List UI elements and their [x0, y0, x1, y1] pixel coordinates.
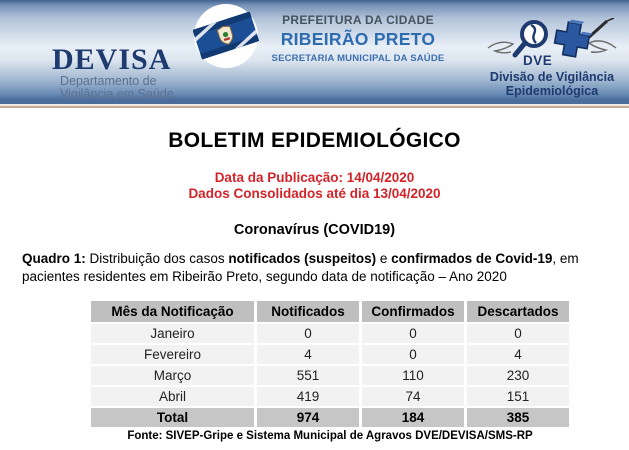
- devisa-subtitle-line2: Vigilância em Saúde: [60, 87, 174, 101]
- prefeitura-line1: PREFEITURA DA CIDADE: [282, 13, 434, 27]
- table-row: [91, 366, 569, 385]
- prefeitura-city-name: RIBEIRÃO PRETO: [280, 29, 436, 49]
- table-row: [91, 387, 569, 406]
- month-cell: Janeiro: [91, 324, 254, 343]
- value-cell: 385: [467, 408, 569, 427]
- column-header: Notificados: [257, 301, 359, 322]
- value-cell: 419: [257, 387, 359, 406]
- column-header: Descartados: [467, 301, 569, 322]
- column-header: Confirmados: [362, 301, 464, 322]
- value-cell: 184: [362, 408, 464, 427]
- month-cell: Abril: [91, 387, 254, 406]
- city-flag-icon: [193, 3, 259, 69]
- prefeitura-secretaria-line: SECRETARIA MUNICIPAL DA SAÚDE: [271, 53, 445, 64]
- value-cell: 0: [257, 324, 359, 343]
- value-cell: 4: [467, 345, 569, 364]
- devisa-wordmark: DEVISA: [52, 43, 172, 76]
- dve-acronym: DVE: [523, 53, 553, 68]
- publication-info: [0, 170, 629, 202]
- cases-table: [88, 299, 572, 429]
- table-row: [91, 345, 569, 364]
- table-row: [91, 324, 569, 343]
- header-band: [0, 0, 629, 104]
- table-header-row: [91, 301, 569, 322]
- value-cell: 0: [362, 324, 464, 343]
- value-cell: 110: [362, 366, 464, 385]
- quadro-caption: Quadro 1: Distribuição dos casos notificados (suspeitos) e confirmados de Covid-19, em pacientes residentes em Ribeirão Preto, segundo data de notificação – Ano 2020: [22, 251, 579, 284]
- dve-logo: [476, 18, 628, 98]
- quadro-table-block: [84, 299, 576, 442]
- value-cell: 151: [467, 387, 569, 406]
- dve-magnifier-cross-icon: [486, 18, 618, 68]
- bulletin-title: BOLETIM EPIDEMIOLÓGICO: [168, 129, 461, 152]
- dve-title-line2: Epidemiológica: [505, 83, 599, 98]
- value-cell: 230: [467, 366, 569, 385]
- devisa-subtitle-line1: Departamento de: [60, 74, 157, 88]
- total-row: [91, 408, 569, 427]
- subject-title: Coronavírus (COVID19): [233, 222, 396, 238]
- month-cell: Total: [91, 408, 254, 427]
- dve-title-line1: Divisão de Vigilância: [489, 70, 615, 84]
- value-cell: 4: [257, 345, 359, 364]
- consolidated-date-line: Dados Consolidados até dia 13/04/2020: [188, 186, 441, 201]
- value-cell: 551: [257, 366, 359, 385]
- table-body: [91, 324, 569, 427]
- prefeitura-text-block: [256, 13, 460, 64]
- quadro-label: Quadro 1:: [22, 251, 86, 266]
- month-cell: Março: [91, 366, 254, 385]
- header-divider-tan: [0, 106, 629, 108]
- value-cell: 974: [257, 408, 359, 427]
- value-cell: 0: [467, 324, 569, 343]
- value-cell: 74: [362, 387, 464, 406]
- month-cell: Fevereiro: [91, 345, 254, 364]
- column-header: Mês da Notificação: [91, 301, 254, 322]
- value-cell: 0: [362, 345, 464, 364]
- publication-date-line: Data da Publicação: 14/04/2020: [214, 170, 415, 185]
- source-note: Fonte: SIVEP-Gripe e Sistema Municipal de Agravos DVE/DEVISA/SMS-RP: [127, 430, 533, 442]
